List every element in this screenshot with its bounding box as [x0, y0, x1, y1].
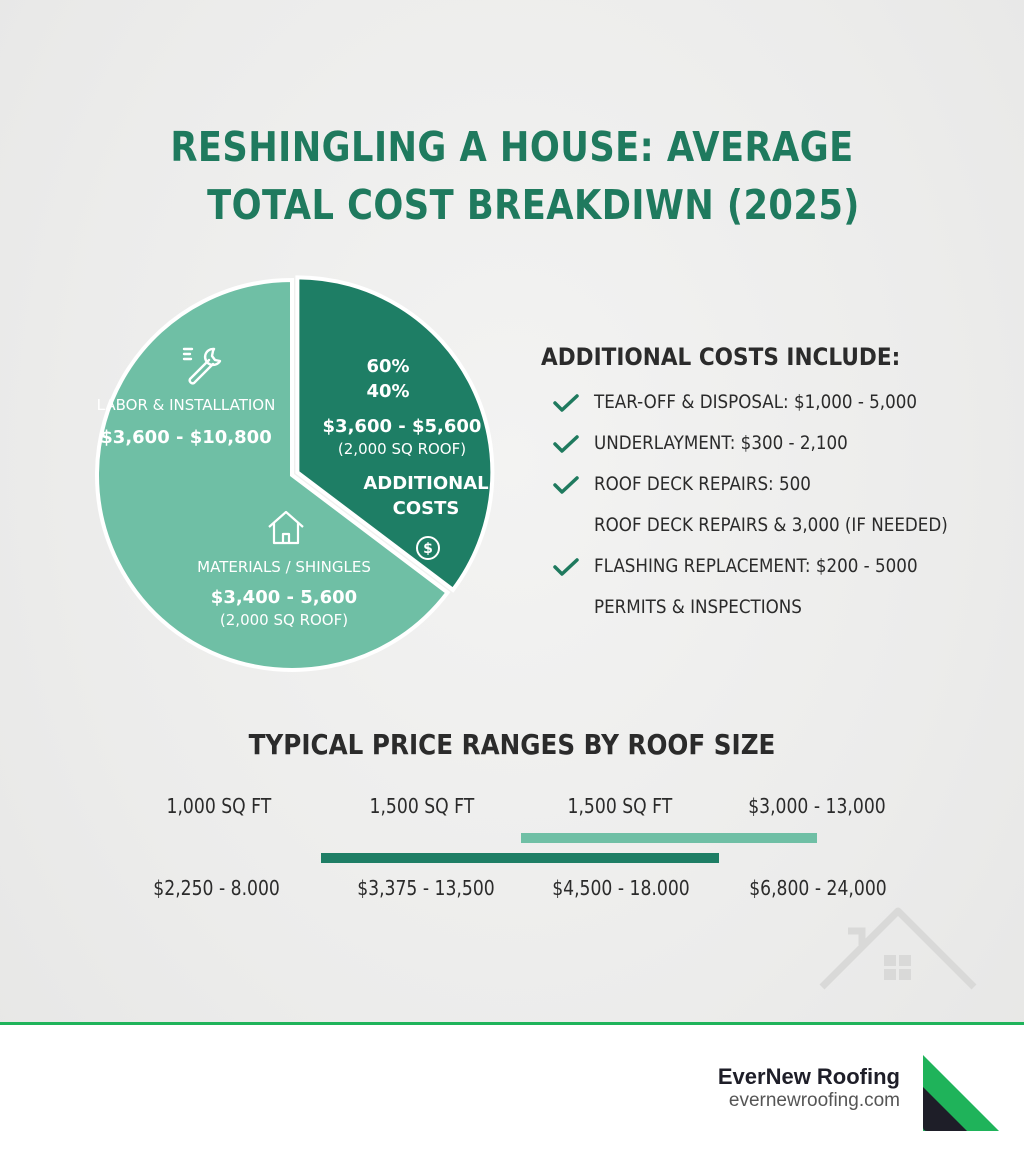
- list-item: [553, 382, 996, 423]
- title-line-2: TOTAL COST BREAKDIWN (2025): [207, 181, 860, 229]
- labor-label: LABOR & INSTALLATION: [96, 396, 276, 414]
- page-title: [72, 118, 953, 234]
- list-item: [553, 423, 996, 464]
- list-item-text: ROOF DECK REPAIRS: 500: [594, 473, 811, 495]
- additional-costs-title: ADDITIONAL COSTS INCLUDE:: [541, 343, 901, 371]
- materials-label: MATERIALS / SHINGLES: [197, 558, 371, 576]
- additional-label-line-1: ADDITIONAL: [363, 473, 489, 494]
- additional-percent-b: 40%: [366, 381, 410, 402]
- price-range-label: $4,500 - 18.000: [552, 876, 690, 900]
- materials-range: $3,400 - 5,600: [210, 587, 358, 608]
- check-icon: [553, 394, 579, 412]
- list-item-text: ROOF DECK REPAIRS & 3,000 (IF NEEDED): [594, 514, 948, 536]
- additional-percent-a: 60%: [366, 356, 410, 377]
- additional-range: $3,600 - $5,600: [322, 416, 482, 437]
- roof-size-label: $3,000 - 13,000: [748, 794, 886, 818]
- brand-url: evernewroofing.com: [728, 1090, 900, 1111]
- additional-costs-list: [553, 382, 996, 628]
- title-line-1: RESHINGLING A HOUSE: AVERAGE: [170, 123, 854, 171]
- additional-label-line-2: COSTS: [392, 498, 460, 519]
- price-range-bar-light: [521, 833, 817, 843]
- list-item: [553, 505, 996, 546]
- list-item-text: FLASHING REPLACEMENT: $200 - 5000: [594, 555, 918, 577]
- labor-range: $3,600 - $10,800: [100, 427, 272, 448]
- additional-note: (2,000 SQ ROOF): [337, 440, 467, 458]
- price-ranges-title: TYPICAL PRICE RANGES BY ROOF SIZE: [248, 728, 776, 761]
- list-item: [553, 546, 996, 587]
- cost-pie-chart: [92, 275, 492, 675]
- check-icon: [553, 435, 579, 453]
- house-watermark-icon: [818, 905, 978, 995]
- brand-name: EverNew Roofing: [717, 1064, 900, 1089]
- price-range-label: $2,250 - 8.000: [153, 876, 281, 900]
- roof-size-label: 1,500 SQ FT: [567, 794, 673, 818]
- roof-size-label: 1,500 SQ FT: [369, 794, 475, 818]
- roof-size-label: 1,000 SQ FT: [166, 794, 272, 818]
- list-item-text: TEAR-OFF & DISPOSAL: $1,000 - 5,000: [594, 391, 918, 413]
- list-item: [553, 464, 996, 505]
- check-icon: [553, 476, 579, 494]
- list-item-text: UNDERLAYMENT: $300 - 2,100: [594, 432, 848, 454]
- price-range-label: $6,800 - 24,000: [749, 876, 887, 900]
- list-item-text: PERMITS & INSPECTIONS: [594, 596, 802, 618]
- svg-text:$: $: [423, 541, 433, 557]
- list-item: [553, 587, 996, 628]
- price-range-bar-dark: [321, 853, 719, 863]
- materials-note: (2,000 SQ ROOF): [219, 611, 349, 629]
- check-icon: [553, 558, 579, 576]
- evernew-logo-icon: [921, 1053, 1001, 1133]
- price-range-label: $3,375 - 13,500: [357, 876, 495, 900]
